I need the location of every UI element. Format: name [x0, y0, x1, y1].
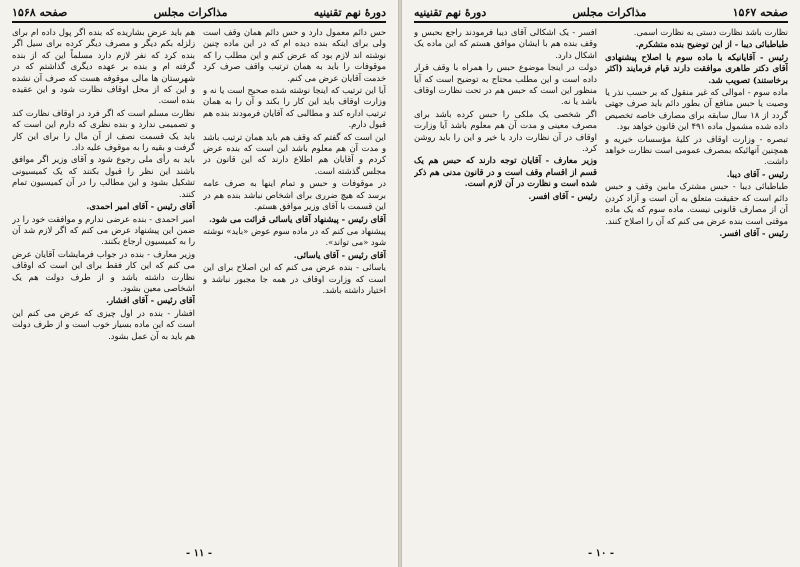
paragraph: نظارت مسلم است که اگر فرد در اوقاف نظارت کند و تصمیمی ندارد و بنده نظری که دارم این است که باید یک قسمت نصف از آن مال را برای این کار گرفت و بقیه را به موقوف علیه داد.	[12, 107, 195, 153]
paragraph: هم باید عرض بشاریده که بنده اگر پول داده ام برای زلزله بکم دیگر و مصرف دیگر کرده برای سیل اگر بنده کرد که نفر لازم دارد مسلماً این که از بنده گرفته ام و بنده بر عهده دیگری گذاشتم که در شهرستان ها مالی موقوفه هست که صرف آن نشده و این که از محل اوقاف نظارت شود و این عقیده بنده است.	[12, 27, 195, 106]
speaker-line: آقای رئیس - آقای یاسائی.	[293, 249, 386, 260]
paragraph: افسر - یک اشکالی آقای دیبا فرمودند راجع بحبس و وقف بنده هم با ایشان موافق هستم که این ماده یک اشکال دارد.	[414, 27, 597, 60]
right-title: مذاکرات مجلس	[572, 6, 647, 19]
right-periodical: دورهٔ نهم تقنینیه	[414, 6, 487, 19]
paragraph: آیا این ترتیب که اینجا نوشته شده صحیح است یا نه و وزارت اوقاف باید این کار را بکند و آن را به همان ترتیب اداره کند و مطالبی که آقایان فرمودند بنده هم قبول دارم.	[203, 85, 386, 130]
speaker-line: آقای رئیس - آقای افشار.	[106, 295, 195, 306]
speaker-line: آقای رئیس - پیشنهاد آقای یاسائی قرائت می شود.	[209, 213, 386, 224]
speaker-line: طباطبائی دیبا - از این توضیح بنده متشکرم.	[635, 39, 788, 50]
paragraph: پیشنهاد می کنم که در ماده سوم عوض «باید» نوشته شود «می تواند».	[203, 225, 386, 248]
speaker-line: رئیس - آقای افسر.	[528, 190, 597, 201]
right-page-header	[414, 6, 788, 23]
right-folio: - ۱۰ -	[587, 548, 615, 559]
paragraph: اگر شخصی یک ملکی را حبس کرده باشد برای مصرف معینی و مدت آن هم معلوم باشد آیا وزارت اوقاف در آن نظارت دارد یا خیر و این را باید روشن کرد.	[414, 108, 597, 154]
left-periodical: دورهٔ نهم تقنینیه	[313, 6, 386, 19]
right-column-left	[414, 27, 597, 537]
paragraph: دولت در اینجا موضوع حبس را همراه با وقف قرار داده است و این مطلب محتاج به توضیح است که آیا منظور این است که حبس هم در تحت نظارت اوقاف باشد یا نه.	[414, 62, 597, 107]
left-page	[0, 0, 398, 567]
right-column-right	[605, 27, 788, 537]
paragraph: نظارت باشد نظارت دستی به نظارت اسمی.	[633, 27, 788, 37]
paragraph: امیر احمدی - بنده عرضی ندارم و موافقت خود را در ضمن این پیشنهاد عرض می کنم که اگر لازم شد آن را به کمیسیون ارجاع بکنند.	[12, 213, 195, 247]
paragraph: یاسائی - بنده عرض می کنم که این اصلاح برای این است که وزارت اوقاف در همه جا مجبور نباشد و اختیار داشته باشد.	[203, 262, 386, 295]
paragraph: طباطبائی دیبا - حبس مشترک مابین وقف و حبس دائم است که حقیقت متعلق به آن است و آزاد کردن آن از مصارف قانونی نیست. ماده سوم که یک ماده موقتی است بنده عرض می کنم که آن را اصلاح کنند.	[605, 181, 788, 226]
left-column-left	[12, 27, 195, 537]
speaker-line: رئیس - آقایانیکه با ماده سوم با اصلاح پیشنهادی آقای دکتر طاهری موافقت دارند قیام فرمایند (اکثر برخاستند) تصویب شد.	[605, 51, 788, 85]
left-page-number: صفحه ۱۵۶۸	[12, 6, 68, 19]
left-folio: - ۱۱ -	[185, 548, 213, 559]
left-page-header	[12, 6, 386, 23]
paragraph: حس دائم معمول دارد و حس دائم همان وقف است ولی برای اینکه بنده دیده ام که در این ماده چنین نوشته اند لازم بود که عرض کنم و این مطلب را که موقوفات را باید به همان ترتیب واقف صرف کرد خدمت آقایان عرض می کنم.	[203, 27, 386, 83]
left-title: مذاکرات مجلس	[153, 6, 228, 19]
right-page-columns	[414, 27, 788, 537]
speaker-line: آقای رئیس - آقای امیر احمدی.	[86, 201, 195, 212]
paragraph: تبصره - وزارت اوقاف در کلیهٔ مؤسسات خیریه و همچنین آنهائیکه بمصرف عمومی است نظارت خواهد داشت.	[605, 133, 788, 167]
paragraph: افشار - بنده در اول چیزی که عرض می کنم این است که این ماده بسیار خوب است و از طرف دولت هم باید به آن عمل بشود.	[12, 307, 195, 341]
speaker-line: وزیر معارف - آقایان توجه دارند که حبس هم یک قسم از اقسام وقف است و در قانون مدنی هم ذکر شده است و نظارت در آن لازم است.	[414, 155, 597, 189]
paragraph: این است که گفتم که وقف هم باید همان ترتیب باشد و مدت آن هم معلوم باشد این است که بنده عرض کردم و آقایان هم اطلاع دارند که این قانون در مجلس گذشته است.	[203, 131, 386, 176]
paragraph: وزیر معارف - بنده در جواب فرمایشات آقایان عرض می کنم که این کار فقط برای این است که اوقاف نظارت داشته باشد و از طرف دولت هم یک اشخاصی معین بشود.	[12, 248, 195, 293]
paragraph: در موقوفات و حبس و تمام اینها به صرف عامه برسد که هیچ ضرری برای اشخاص نباشد بنده هم در این قسمت با آقای وزیر موافق هستم.	[203, 178, 386, 212]
speaker-line: رئیس - آقای دیبا.	[726, 168, 788, 179]
paragraph: ماده سوم - اموالی که غیر منقول که بر حسب نذر یا وصیت یا حبس منافع آن بطور دائم باید صرف جهتی گردد از ۱۸ سال سابقه برای مصارف خاصه تخصیص داده شده مشمول ماده ۴۹۱ این قانون خواهد بود.	[605, 87, 788, 132]
left-page-columns	[12, 27, 386, 537]
right-page-number: صفحه ۱۵۶۷	[732, 6, 788, 19]
paragraph: باید به رأی ملی رجوع شود و آقای وزیر اگر موافق باشند این نظر را قبول بکنند که یک کمیسیونی تشکیل بشود و این مطالب را در آن کمیسیون تمام کنند.	[12, 154, 195, 199]
right-page	[402, 0, 800, 567]
left-column-right	[203, 27, 386, 537]
speaker-line: رئیس - آقای افسر.	[719, 227, 788, 238]
